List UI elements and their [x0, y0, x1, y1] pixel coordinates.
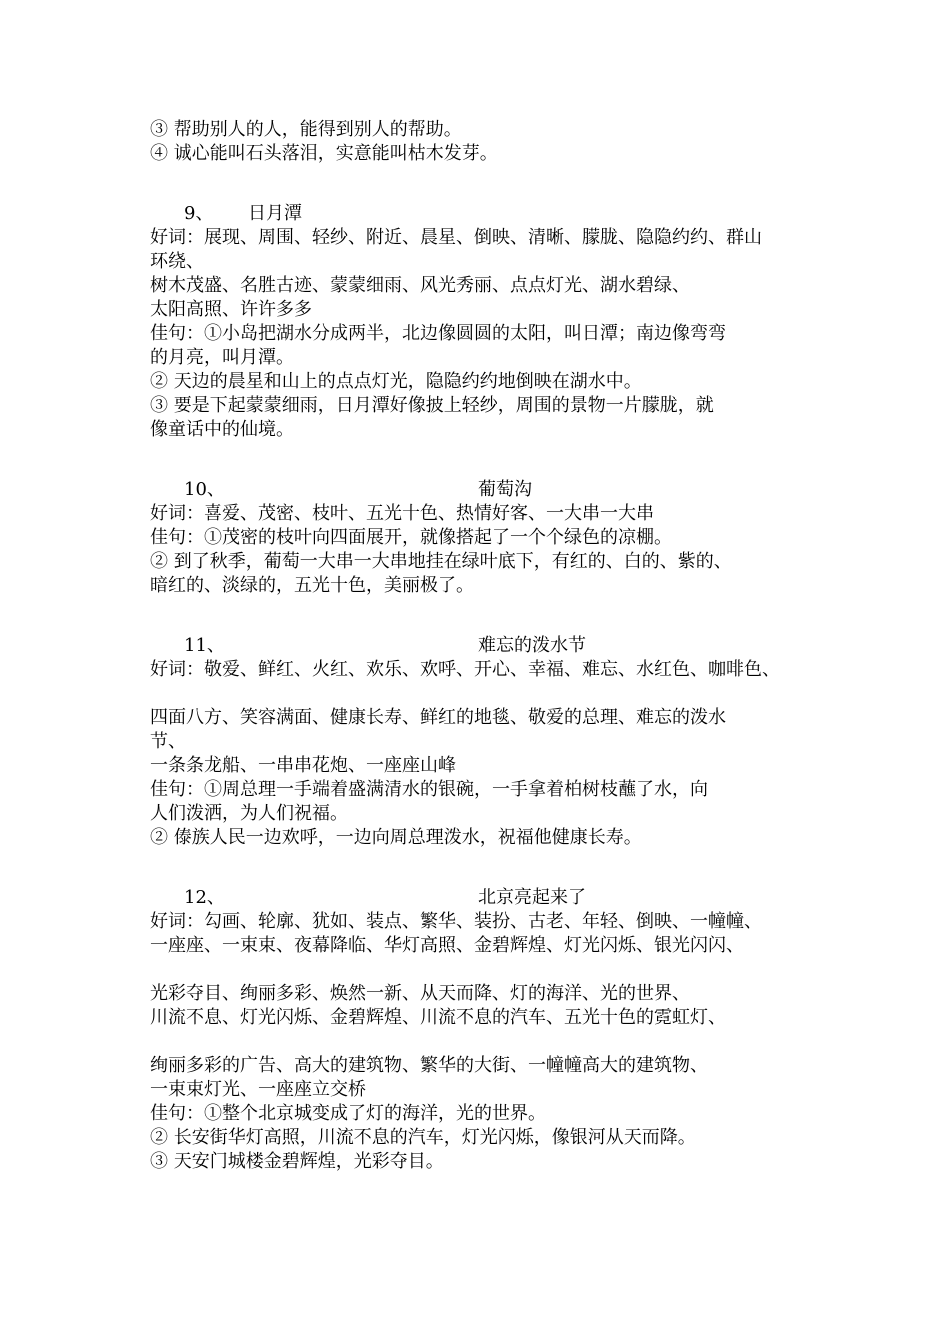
text-line: 暗红的、淡绿的，五光十色，美丽极了。: [150, 575, 474, 596]
document-page: [150, 118, 810, 1174]
text-line: 人们泼洒，为人们祝福。: [150, 803, 348, 824]
section-title: 葡萄沟: [478, 479, 532, 500]
text-line: 佳句：①周总理一手端着盛满清水的银碗，一手拿着柏树枝蘸了水，向: [150, 779, 708, 800]
text-line: 的月亮，叫月潭。: [150, 347, 294, 368]
section-heading: [150, 202, 810, 226]
text-line: 佳句：①整个北京城变成了灯的海洋，光的世界。: [150, 1103, 546, 1124]
text-line: 佳句：①茂密的枝叶向四面展开，就像搭起了一个个绿色的凉棚。: [150, 527, 672, 548]
section-number: 12、: [184, 887, 225, 908]
text-line: 一束束灯光、一座座立交桥: [150, 1079, 366, 1100]
text-line: 太阳高照、许许多多: [150, 299, 312, 320]
section-heading: [150, 634, 810, 658]
text-line: 绚丽多彩的广告、高大的建筑物、繁华的大街、一幢幢高大的建筑物、: [150, 1055, 708, 1076]
section-number: 10、: [184, 479, 225, 500]
text-line: 光彩夺目、绚丽多彩、焕然一新、从天而降、灯的海洋、光的世界、: [150, 983, 690, 1004]
text-line: ② 傣族人民一边欢呼，一边向周总理泼水，祝福他健康长寿。: [150, 827, 642, 848]
intro-line: ④ 诚心能叫石头落泪，实意能叫枯木发芽。: [150, 143, 498, 164]
text-line: 好词：敬爱、鲜红、火红、欢乐、欢呼、开心、幸福、难忘、水红色、咖啡色、: [150, 659, 780, 680]
section-title: 北京亮起来了: [478, 887, 586, 908]
text-line: ② 天边的晨星和山上的点点灯光，隐隐约约地倒映在湖水中。: [150, 371, 642, 392]
text-line: ③ 天安门城楼金碧辉煌，光彩夺目。: [150, 1151, 444, 1172]
section-title: 日月潭: [248, 203, 302, 224]
section-heading: [150, 478, 810, 502]
text-line: 佳句：①小岛把湖水分成两半，北边像圆圆的太阳，叫日潭；南边像弯弯: [150, 323, 726, 344]
text-line: 四面八方、笑容满面、健康长寿、鲜红的地毯、敬爱的总理、难忘的泼水: [150, 707, 726, 728]
intro-line: ③ 帮助别人的人，能得到别人的帮助。: [150, 119, 462, 140]
section-number: 11、: [184, 635, 225, 656]
text-line: 环绕、: [150, 251, 204, 272]
text-line: 好词：喜爱、茂密、枝叶、五光十色、热情好客、一大串一大串: [150, 503, 654, 524]
text-line: 树木茂盛、名胜古迹、蒙蒙细雨、风光秀丽、点点灯光、湖水碧绿、: [150, 275, 690, 296]
blank-line: [150, 1030, 810, 1054]
text-line: ② 长安街华灯高照，川流不息的汽车，灯光闪烁，像银河从天而降。: [150, 1127, 696, 1148]
section-title: 难忘的泼水节: [478, 635, 586, 656]
blank-line: [150, 682, 810, 706]
text-line: 一条条龙船、一串串花炮、一座座山峰: [150, 755, 456, 776]
text-line: ② 到了秋季，葡萄一大串一大串地挂在绿叶底下，有红的、白的、紫的、: [150, 551, 732, 572]
blank-line: [150, 958, 810, 982]
text-line: 像童话中的仙境。: [150, 419, 294, 440]
text-line: ③ 要是下起蒙蒙细雨，日月潭好像披上轻纱，周围的景物一片朦胧，就: [150, 395, 714, 416]
section-heading: [150, 886, 810, 910]
section-number: 9、: [184, 203, 214, 224]
text-line: 好词：展现、周围、轻纱、附近、晨星、倒映、清晰、朦胧、隐隐约约、群山: [150, 227, 762, 248]
text-line: 节、: [150, 731, 186, 752]
text-line: 一座座、一束束、夜幕降临、华灯高照、金碧辉煌、灯光闪烁、银光闪闪、: [150, 935, 744, 956]
text-line: 好词：勾画、轮廓、犹如、装点、繁华、装扮、古老、年轻、倒映、一幢幢、: [150, 911, 762, 932]
text-line: 川流不息、灯光闪烁、金碧辉煌、川流不息的汽车、五光十色的霓虹灯、: [150, 1007, 726, 1028]
